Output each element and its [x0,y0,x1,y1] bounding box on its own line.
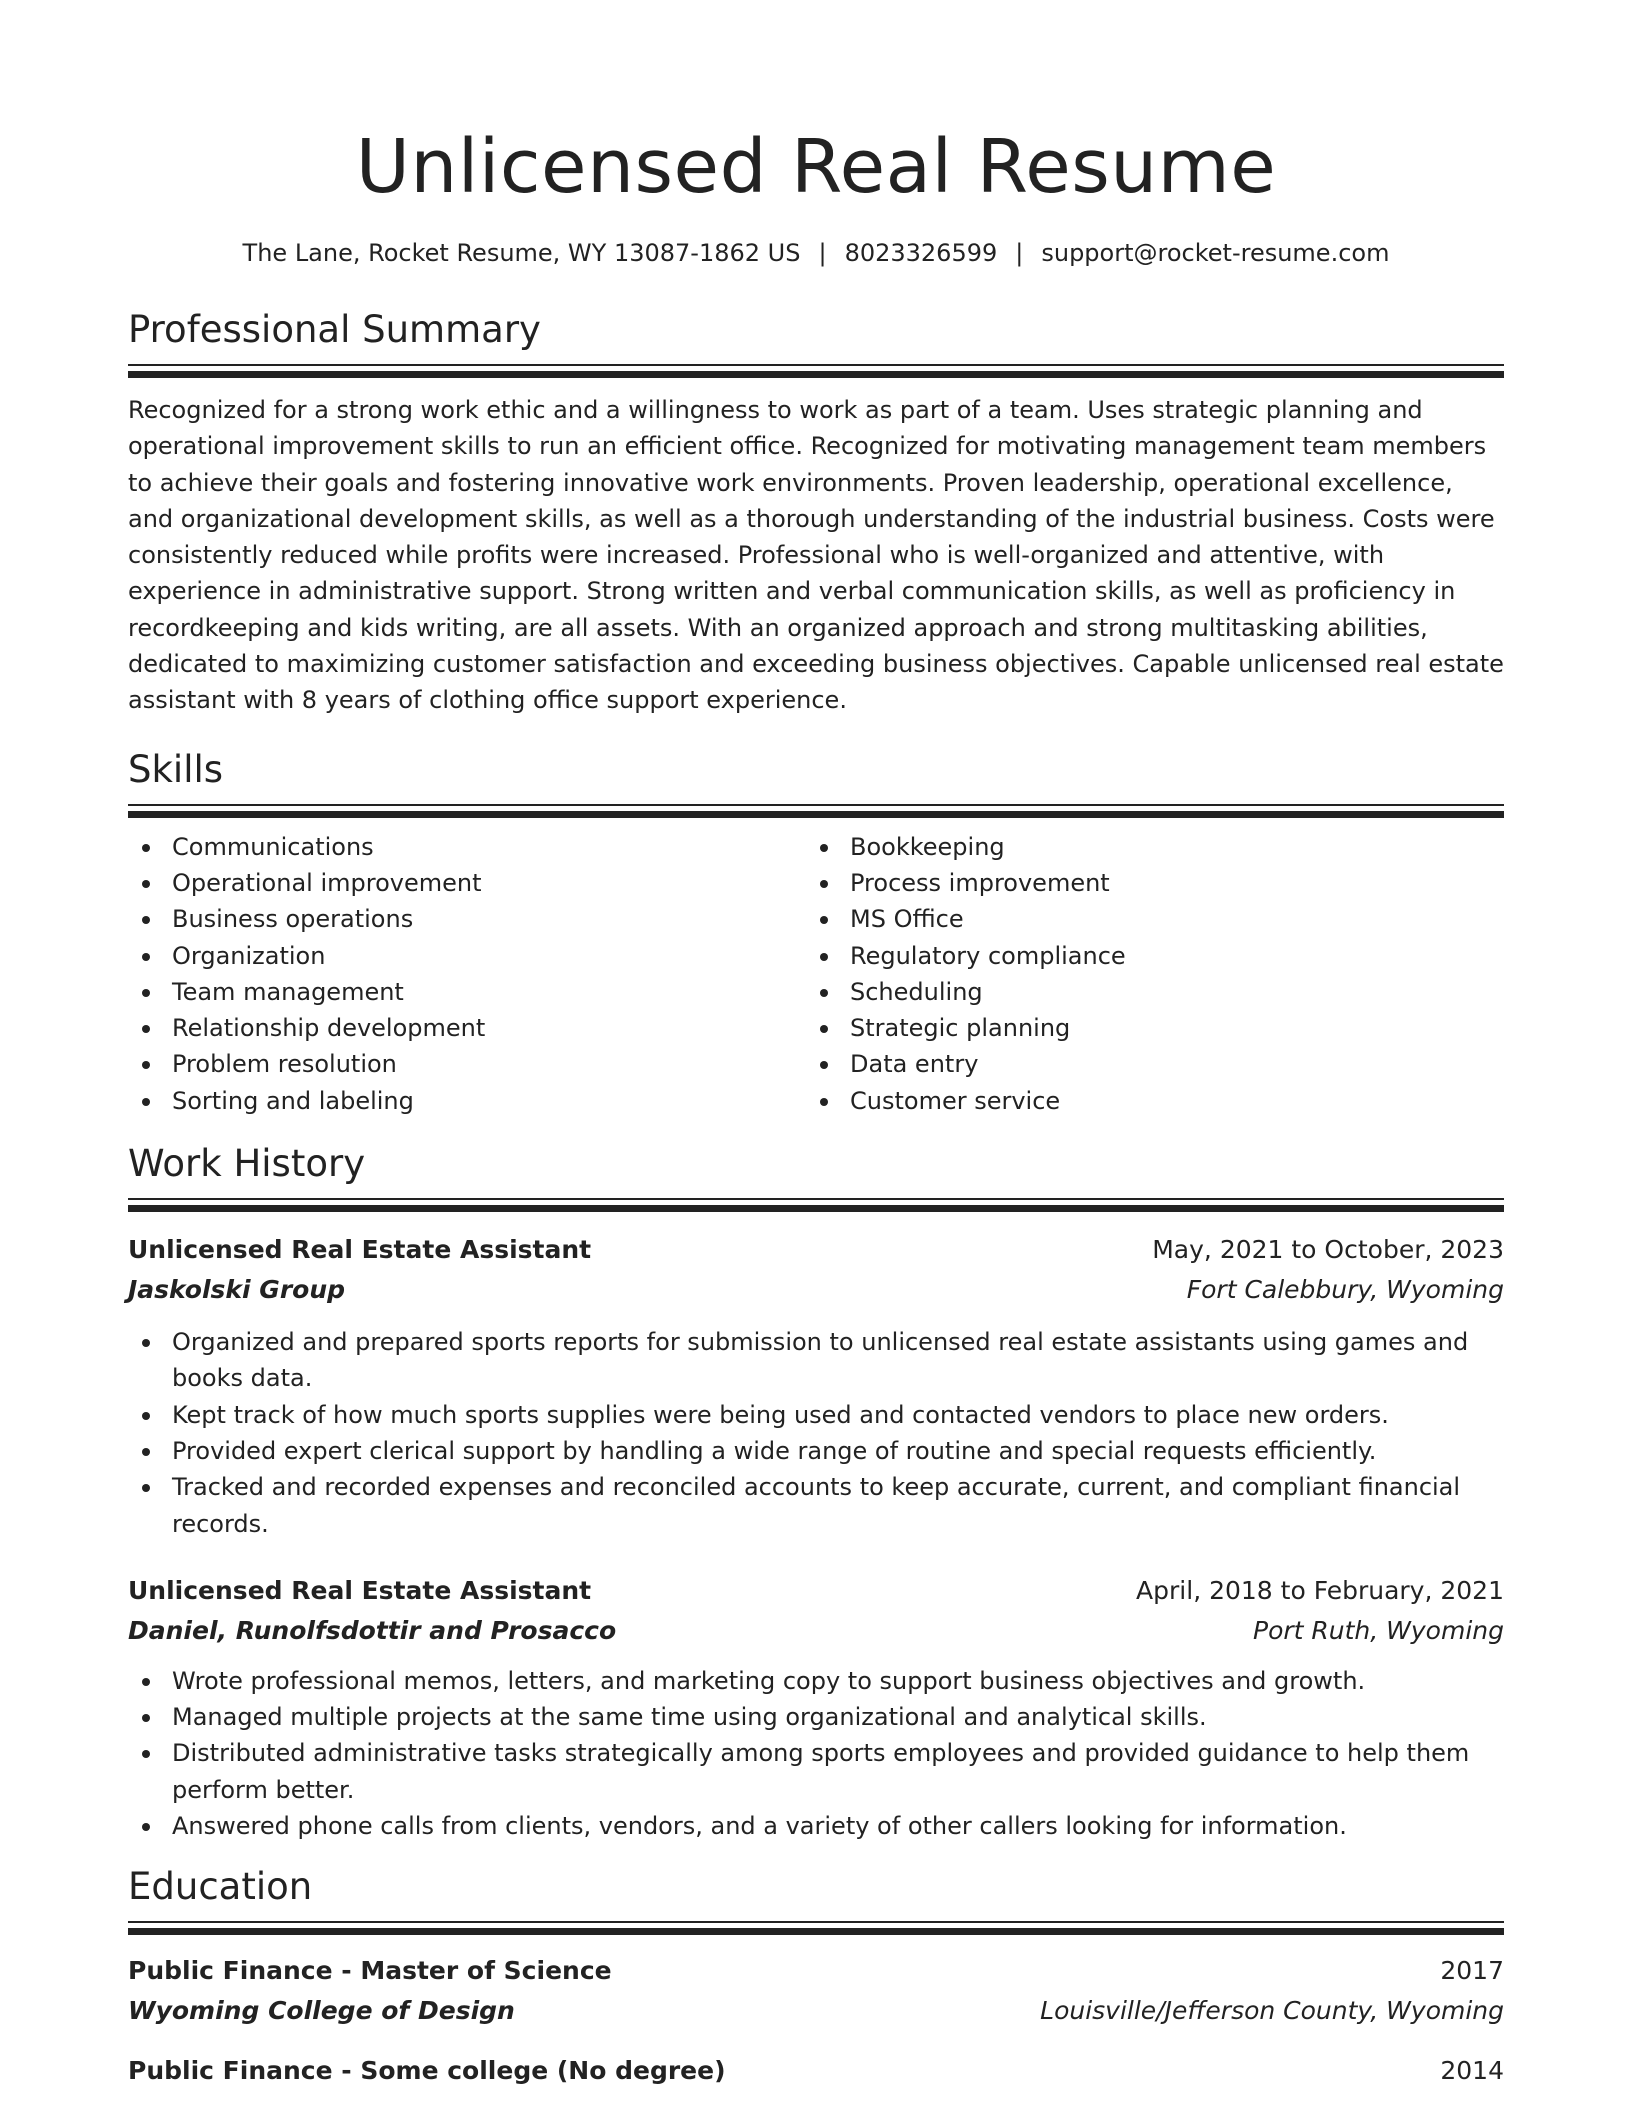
skill-item: Data entry [806,1046,1484,1082]
skill-item: Bookkeeping [806,829,1484,865]
skill-item: Scheduling [806,974,1484,1010]
skill-item: MS Office [806,901,1484,937]
contact-phone: 8023326599 [844,239,998,267]
education-school: Wyoming College of Design [128,1996,515,2026]
job-bullets [128,1324,1504,1542]
education-subheader [128,1991,1504,2031]
skill-item: Business operations [128,901,806,937]
job-position: Unlicensed Real Estate Assistant [128,1235,592,1265]
job-bullet: Distributed administrative tasks strategically among sports employees and provided guidance to help them perform better. [128,1735,1504,1808]
education-location: Louisville/Jefferson County, Wyoming [1040,1996,1504,2026]
education-degree: Public Finance - Some college (No degree) [128,2056,726,2086]
skill-item: Team management [128,974,806,1010]
job-bullets [128,1663,1504,1844]
job-location: Port Ruth, Wyoming [1253,1615,1504,1645]
contact-separator: | [818,239,827,267]
skill-item: Relationship development [128,1010,806,1046]
job-header [128,1571,1504,1611]
skill-item: Regulatory compliance [806,938,1484,974]
job-subheader [128,1611,1504,1651]
resume-page [128,0,1504,2091]
skill-item: Problem resolution [128,1046,806,1082]
job-bullet: Answered phone calls from clients, vendors, and a variety of other callers looking for information. [128,1808,1504,1844]
section-divider [128,364,1504,378]
contact-address: The Lane, Rocket Resume, WY 13087-1862 US [242,239,801,267]
job-dates: April, 2018 to February, 2021 [1136,1575,1504,1605]
skills-column-left [128,829,806,1119]
job-company: Jaskolski Group [128,1275,346,1305]
job-bullet: Tracked and recorded expenses and reconciled accounts to keep accurate, current, and compliant financial records. [128,1469,1504,1542]
job-bullet: Managed multiple projects at the same time using organizational and analytical skills. [128,1699,1504,1735]
skill-item: Operational improvement [128,865,806,901]
contact-line [128,237,1504,269]
resume-name: Unlicensed Real Resume [355,124,1277,210]
job-header [128,1230,1504,1270]
job-bullet: Wrote professional memos, letters, and marketing copy to support business objectives and growth. [128,1663,1504,1699]
skills-heading: Skills [128,747,224,791]
education-year: 2014 [1440,2056,1504,2086]
skill-item: Strategic planning [806,1010,1484,1046]
education-header [128,2051,1504,2091]
education-header [128,1951,1504,1991]
skill-item: Process improvement [806,865,1484,901]
skill-item: Sorting and labeling [128,1083,806,1119]
skill-item: Organization [128,938,806,974]
job-position: Unlicensed Real Estate Assistant [128,1575,592,1605]
section-divider [128,804,1504,818]
job-location: Fort Calebbury, Wyoming [1186,1275,1504,1305]
skills-column-right [806,829,1484,1119]
job-company: Daniel, Runolfsdottir and Prosacco [128,1615,617,1645]
skills-list [128,829,1504,1119]
work-history-heading: Work History [128,1142,366,1186]
education-degree: Public Finance - Master of Science [128,1956,612,1986]
summary-heading: Professional Summary [128,308,541,351]
section-divider [128,1921,1504,1935]
job-bullet: Kept track of how much sports supplies were being used and contacted vendors to place new orders. [128,1397,1504,1433]
job-subheader [128,1270,1504,1310]
contact-email[interactable]: support@rocket-resume.com [1041,239,1390,267]
skill-item: Communications [128,829,806,865]
contact-separator: | [1015,239,1024,267]
education-heading: Education [128,1865,313,1909]
job-bullet: Organized and prepared sports reports for submission to unlicensed real estate assistants using games and books data. [128,1324,1504,1397]
job-dates: May, 2021 to October, 2023 [1152,1235,1504,1265]
skill-item: Customer service [806,1083,1484,1119]
education-year: 2017 [1440,1956,1504,1986]
section-divider [128,1198,1504,1212]
summary-text: Recognized for a strong work ethic and a willingness to work as part of a team. Uses strategic planning and operational improvement skills to run an efficient office. Recognized for motivating management team members to achieve their goals and fostering innovative work environments. Proven leadership, operational excellence, and organizational development skills, as well as a thorough understanding of the industrial business. Costs were consistently reduced while profits were increased. Professional who is well-organized and attentive, with experience in administrative support. Strong written and verbal communication skills, as well as proficiency in recordkeeping and kids writing, are all assets. With an organized approach and strong multitasking abilities, dedicated to maximizing customer satisfaction and exceeding business objectives. Capable unlicensed real estate assistant with 8 years of clothing office support experience. [128,396,1504,715]
job-bullet: Provided expert clerical support by handling a wide range of routine and special requests efficiently. [128,1433,1504,1469]
